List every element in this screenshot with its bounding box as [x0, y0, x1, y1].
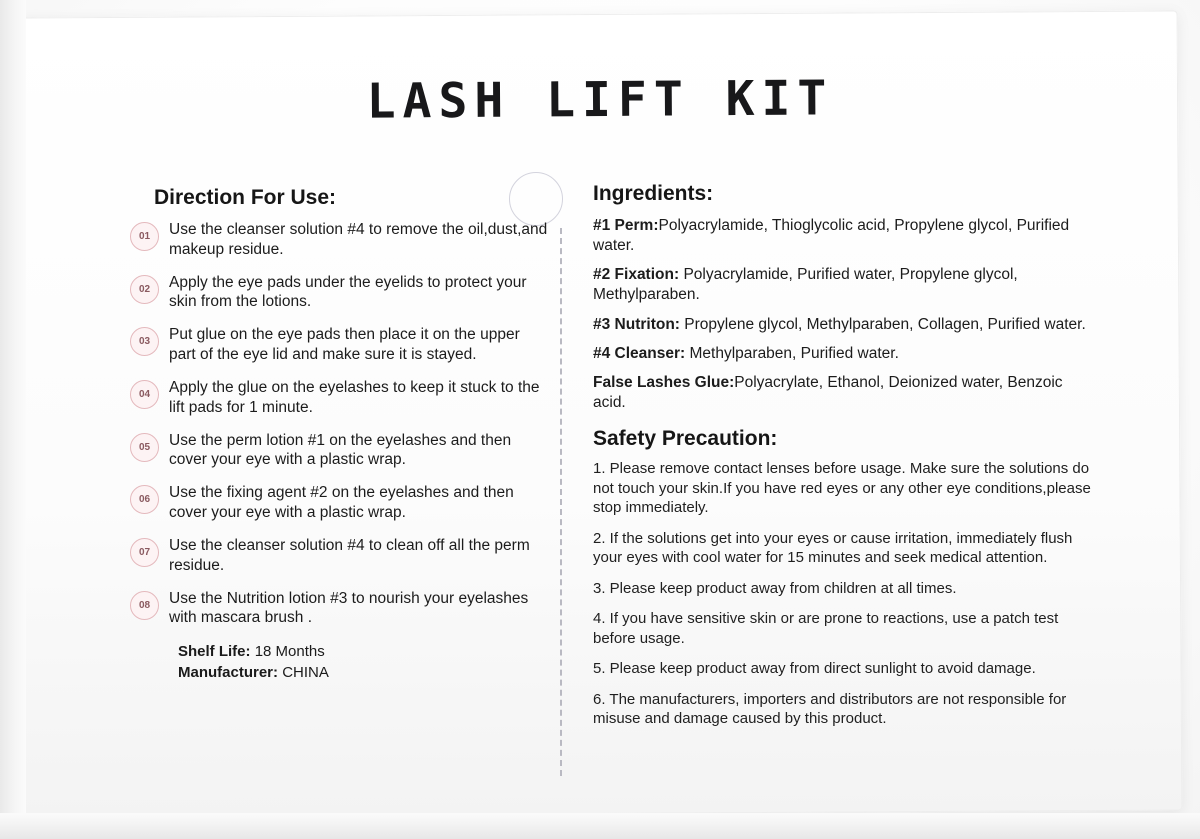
direction-step	[130, 273, 550, 313]
ingredient-label: False Lashes Glue:	[593, 373, 735, 391]
step-number: 01	[130, 222, 159, 251]
step-text: Use the cleanser solution #4 to remove the oil,dust,and makeup residue.	[169, 221, 548, 258]
ingredient-text: Polyacrylate, Ethanol, Deionized water, Benzoic acid.	[593, 373, 1063, 411]
step-text: Use the Nutrition lotion #3 to nourish your eyelashes with mascara brush .	[169, 589, 529, 627]
step-number: 04	[130, 380, 159, 409]
step-number: 07	[130, 538, 159, 567]
ingredient-item	[593, 344, 1093, 364]
step-number: 02	[130, 275, 159, 304]
manufacturer-label: Manufacturer:	[178, 663, 279, 681]
shelf-life-value: 18 Months	[254, 643, 325, 661]
ingredients-heading: Ingredients:	[593, 182, 714, 205]
ingredient-item	[593, 315, 1093, 335]
step-text: Use the perm lotion #1 on the eyelashes and then cover your eye with a plastic wrap.	[169, 431, 512, 469]
step-text: Use the fixing agent #2 on the eyelashes and then cover your eye with a plastic wrap.	[169, 484, 514, 522]
directions-section	[130, 186, 550, 683]
ingredient-text: Polyacrylamide, Thioglycolic acid, Propylene glycol, Purified water.	[593, 217, 1070, 255]
ingredient-item	[593, 216, 1093, 256]
step-number: 03	[130, 327, 159, 356]
package-bottom-edge	[0, 813, 1200, 839]
shelf-life-row	[178, 642, 550, 662]
ingredient-item	[593, 373, 1093, 413]
direction-step	[130, 483, 550, 523]
ingredient-label: #4 Cleanser:	[593, 344, 686, 362]
step-number: 06	[130, 485, 159, 514]
ingredient-text: Propylene glycol, Methylparaben, Collagen, Purified water.	[679, 315, 1086, 333]
step-text: Put glue on the eye pads then place it on the upper part of the eye lid and make sure it is stayed.	[169, 326, 520, 364]
package-meta	[178, 642, 550, 683]
safety-item: 6. The manufacturers, importers and distributors are not responsible for misuse and damage caused by this product.	[593, 690, 1067, 728]
manufacturer-row	[178, 663, 550, 683]
directions-heading: Direction For Use:	[154, 186, 337, 209]
column-divider	[560, 228, 562, 776]
ingredient-item	[593, 265, 1093, 305]
direction-step	[130, 589, 550, 629]
direction-step	[130, 431, 550, 471]
direction-step	[130, 325, 550, 365]
step-text: Apply the eye pads under the eyelids to protect your skin from the lotions.	[169, 273, 527, 311]
manufacturer-value: CHINA	[282, 663, 329, 681]
safety-item: 4. If you have sensitive skin or are prone to reactions, use a patch test before usage.	[593, 610, 1059, 647]
ingredient-text: Methylparaben, Purified water.	[685, 344, 899, 362]
safety-item: 1. Please remove contact lenses before usage. Make sure the solutions do not touch your skin.If you have red eyes or any other eye conditions,please stop immediately.	[593, 460, 1091, 517]
ingredients-section	[593, 182, 1093, 740]
step-text: Use the cleanser solution #4 to clean off all the perm residue.	[169, 536, 530, 574]
direction-step	[130, 378, 550, 418]
safety-item: 2. If the solutions get into your eyes or cause irritation, immediately flush your eyes with cool water for 15 minutes and seek medical attention.	[593, 529, 1073, 567]
safety-item: 3. Please keep product away from children at all times.	[593, 579, 957, 597]
safety-item: 5. Please keep product away from direct sunlight to avoid damage.	[593, 660, 1036, 678]
ingredient-label: #2 Fixation:	[593, 266, 680, 284]
step-number: 05	[130, 433, 159, 462]
safety-heading: Safety Precaution:	[593, 427, 778, 451]
product-title: LASH LIFT KIT	[366, 70, 834, 130]
direction-step	[130, 536, 550, 576]
shelf-life-label: Shelf Life:	[178, 643, 251, 661]
direction-step	[130, 220, 550, 260]
ingredient-label: #1 Perm:	[593, 217, 659, 234]
step-number: 08	[130, 591, 159, 620]
ingredient-text: Polyacrylamide, Purified water, Propylene glycol, Methylparaben.	[593, 266, 1018, 304]
ingredient-label: #3 Nutriton:	[593, 315, 680, 333]
step-text: Apply the glue on the eyelashes to keep it stuck to the lift pads for 1 minute.	[169, 378, 540, 416]
